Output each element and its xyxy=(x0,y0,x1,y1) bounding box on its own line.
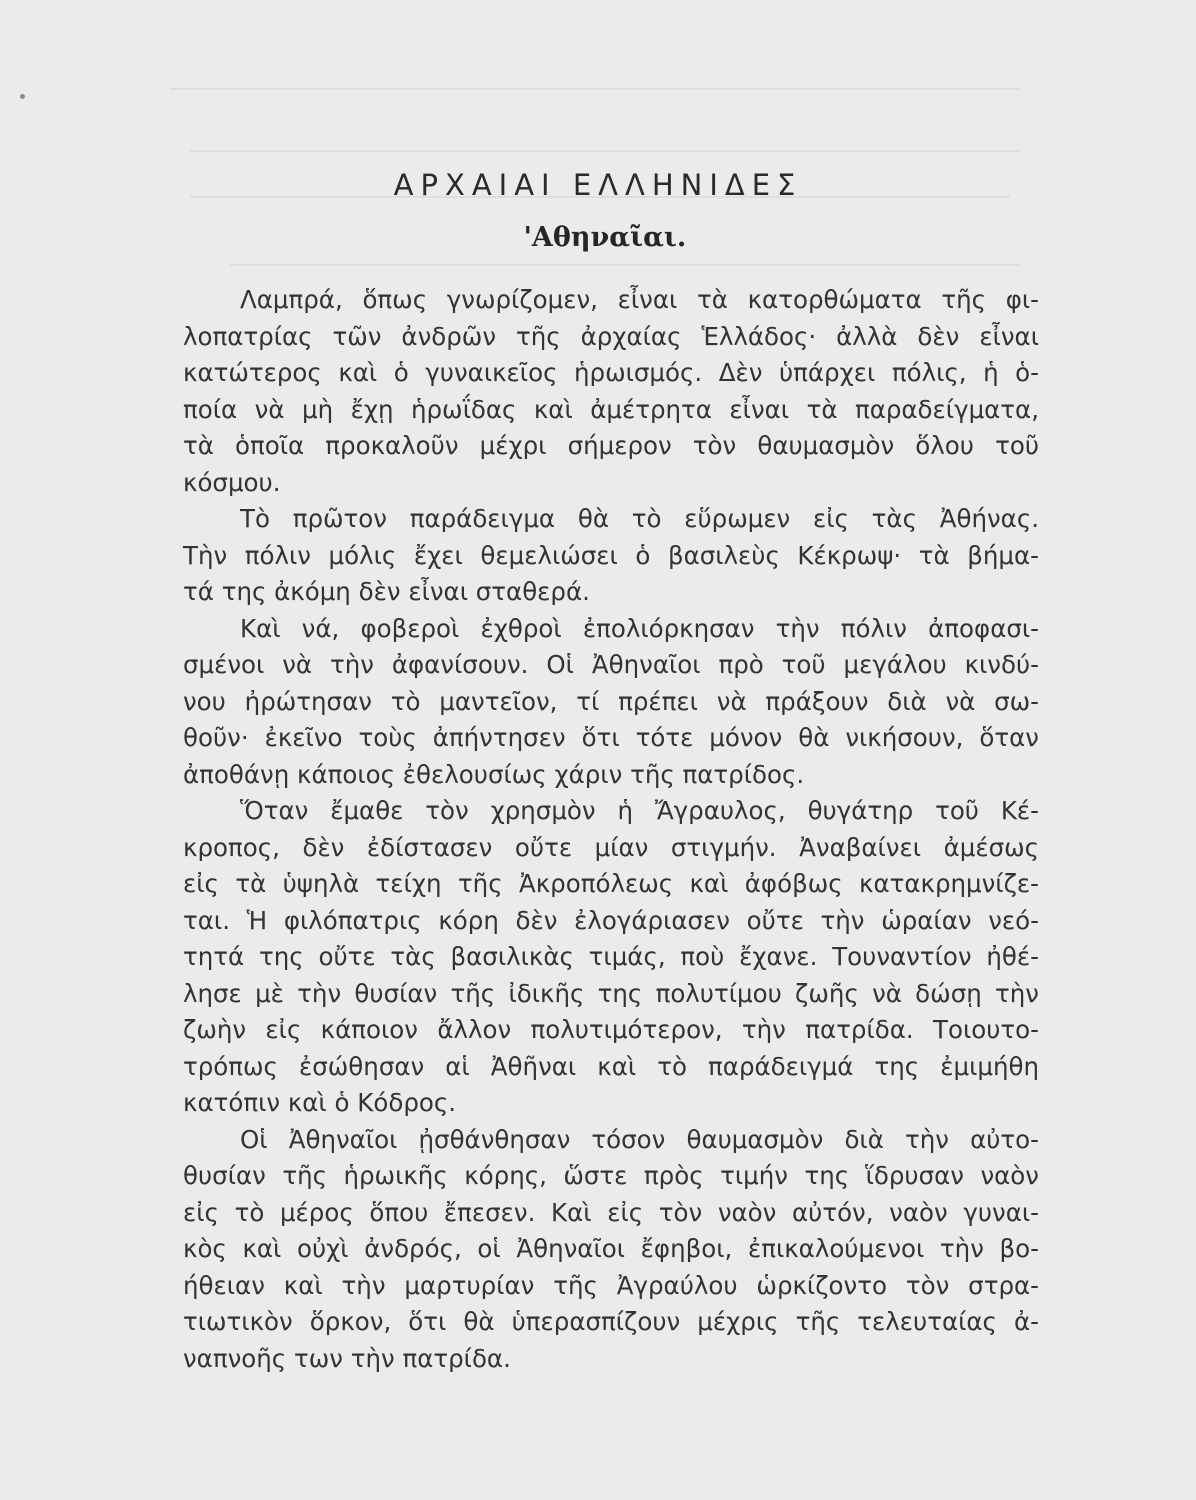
text-line: ποία νὰ μὴ ἔχῃ ἡρωΐδας καὶ ἀμέτρητα εἶναι τὰ παραδείγματα, xyxy=(183,394,1039,424)
text-line: Ὅταν ἔμαθε τὸν χρησμὸν ἡ Ἄγραυλος, θυγάτηρ τοῦ Κέ- xyxy=(240,796,1039,825)
text-line: νου ἠρώτησαν τὸ μαντεῖον, τί πρέπει νὰ πράξουν διὰ νὰ σω- xyxy=(183,686,1039,716)
text-line: κόσμου. xyxy=(183,467,281,497)
section-subtitle: 'Αθηναῖαι. xyxy=(523,222,687,253)
text-line: εἰς τὰ ὑψηλὰ τείχη τῆς Ἀκροπόλεως καὶ ἀφόβως κατακρημνίζε- xyxy=(183,869,1039,898)
show-through-line xyxy=(230,264,1020,266)
text-line: τὰ ὁποῖα προκαλοῦν μέχρι σήμερον τὸν θαυμασμὸν ὅλου τοῦ xyxy=(183,431,1039,460)
text-line: ζωὴν εἰς κάποιον ἄλλον πολυτιμότερον, τὴν πατρίδα. Τοιουτο- xyxy=(183,1015,1039,1044)
text-line: θοῦν· ἐκεῖνο τοὺς ἀπήντησεν ὅτι τότε μόνον θὰ νικήσουν, ὅταν xyxy=(183,723,1039,752)
text-line: εἰς τὸ μέρος ὅπου ἔπεσεν. Καὶ εἰς τὸν ναὸν αὐτόν, ναὸν γυναι- xyxy=(183,1197,1039,1227)
text-line: ναπνοῆς των τὴν πατρίδα. xyxy=(183,1343,511,1373)
text-line: κατόπιν καὶ ὁ Κόδρος. xyxy=(183,1088,457,1117)
margin-dot xyxy=(20,94,25,99)
text-line: κροπος, δὲν ἐδίστασεν οὔτε μίαν στιγμήν. Ἀναβαίνει ἀμέσως xyxy=(183,832,1039,862)
text-line: λησε μὲ τὴν θυσίαν τῆς ἰδικῆς της πολυτίμου ζωῆς νὰ δώσῃ τὴν xyxy=(183,978,1039,1008)
text-line: κὸς καὶ οὐχὶ ἀνδρός, οἱ Ἀθηναῖοι ἔφηβοι, ἐπικαλούμενοι τὴν βο- xyxy=(183,1234,1039,1263)
text-line: λοπατρίας τῶν ἀνδρῶν τῆς ἀρχαίας Ἑλλάδος· ἀλλὰ δὲν εἶναι xyxy=(183,321,1039,351)
text-line: ήθειαν καὶ τὴν μαρτυρίαν τῆς Ἀγραύλου ὡρκίζοντο τὸν στρα- xyxy=(183,1270,1039,1300)
text-line: Τὴν πόλιν μόλις ἔχει θεμελιώσει ὁ βασιλεὺς Κέκρωψ· τὰ βήμα- xyxy=(183,540,1039,570)
text-line: Οἱ Ἀθηναῖοι ᾐσθάνθησαν τόσον θαυμασμὸν διὰ τὴν αὐτο- xyxy=(240,1124,1039,1154)
text-line: Λαμπρά, ὅπως γνωρίζομεν, εἶναι τὰ κατορθώματα τῆς φι- xyxy=(240,285,1039,314)
text-line: τά της ἀκόμη δὲν εἶναι σταθερά. xyxy=(183,577,590,606)
text-line: τιωτικὸν ὅρκον, ὅτι θὰ ὑπερασπίζουν μέχρις τῆς τελευταίας ἀ- xyxy=(183,1307,1039,1336)
show-through-line xyxy=(190,150,1020,152)
body-text xyxy=(183,282,1039,1377)
show-through-line xyxy=(170,88,1020,90)
text-line: ται. Ἡ φιλόπατρις κόρη δὲν ἐλογάριασεν οὔτε τὴν ὡραίαν νεό- xyxy=(183,905,1039,935)
text-line: ἀποθάνῃ κάποιος ἐθελουσίως χάριν τῆς πατρίδος. xyxy=(183,759,805,789)
text-line: τρόπως ἐσώθησαν αἱ Ἀθῆναι καὶ τὸ παράδειγμά της ἐμιμήθη xyxy=(183,1051,1039,1081)
text-line: Καὶ νά, φοβεροὶ ἐχθροὶ ἐπολιόρκησαν τὴν πόλιν ἀποφασι- xyxy=(240,613,1039,643)
text-line: θυσίαν τῆς ἡρωικῆς κόρης, ὥστε πρὸς τιμήν της ἵδρυσαν ναὸν xyxy=(183,1161,1039,1190)
text-line: τητά της οὔτε τὰς βασιλικὰς τιμάς, ποὺ ἔχανε. Τουναντίον ἠθέ- xyxy=(183,942,1039,971)
text-line: Τὸ πρῶτον παράδειγμα θὰ τὸ εὕρωμεν εἰς τὰς Ἀθήνας. xyxy=(240,504,1039,533)
text-line: σμένοι νὰ τὴν ἀφανίσουν. Οἱ Ἀθηναῖοι πρὸ τοῦ μεγάλου κινδύ- xyxy=(183,650,1039,679)
text-line: κατώτερος καὶ ὁ γυναικεῖος ἡρωισμός. Δὲν ὑπάρχει πόλις, ἡ ὁ- xyxy=(183,358,1039,387)
page-title: ΑΡΧΑΙΑΙ ΕΛΛΗΝΙΔΕΣ xyxy=(393,168,803,202)
